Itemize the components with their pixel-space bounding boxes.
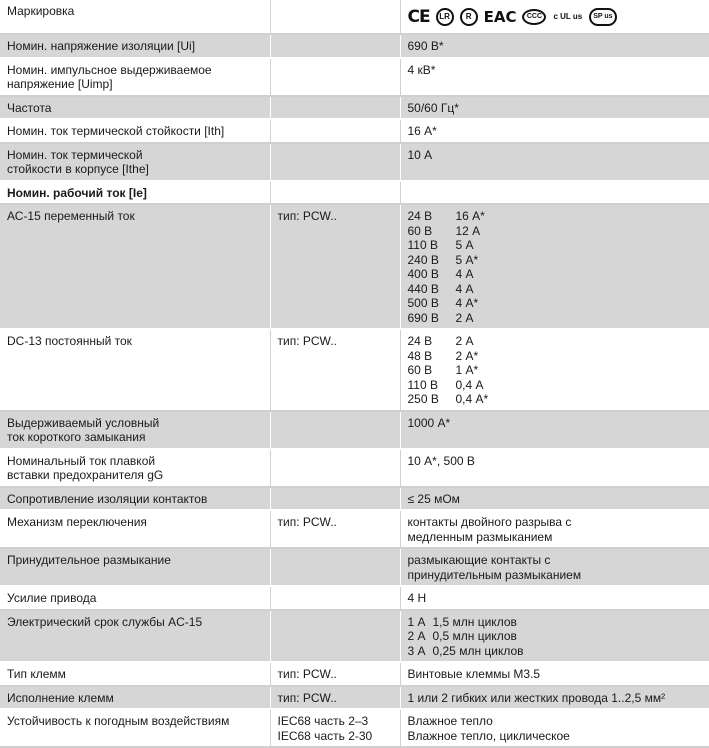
- spec-row: [0, 610, 709, 663]
- spec-row: [0, 487, 709, 511]
- spec-row: [0, 181, 709, 205]
- value-text: принудительным размыканием: [407, 567, 582, 582]
- value-text: 1 или 2 гибких или жестких провода 1..2,5 мм²: [407, 690, 666, 705]
- row-type: [270, 709, 400, 747]
- label-text: Устойчивость к погодным воздействиям: [7, 714, 230, 728]
- row-value: [400, 709, 709, 747]
- row-markings: [0, 0, 709, 34]
- spec-row: [0, 119, 709, 143]
- value-pair: [408, 296, 703, 311]
- pair-key: 440 В: [407, 281, 439, 296]
- row-type: [270, 610, 400, 663]
- row-value: [400, 143, 709, 181]
- pair-key: 110 В: [407, 238, 438, 252]
- row-value: [400, 586, 709, 610]
- row-type: [270, 411, 400, 449]
- value-pair: [408, 615, 703, 630]
- pair-key: 3 А: [407, 643, 426, 658]
- row-label: [0, 411, 270, 449]
- label-line: Номин. ток термической: [7, 147, 143, 162]
- value-text: медленным размыканием: [407, 529, 553, 544]
- pair-value: 16 А*: [455, 209, 485, 223]
- row-value: [400, 487, 709, 511]
- value-text: 50/60 Гц*: [407, 100, 459, 115]
- ccc-mark-icon: CCC: [522, 9, 546, 25]
- pair-key: 400 В: [407, 267, 439, 281]
- label-line: Выдерживаемый условный: [7, 415, 160, 430]
- pair-value: 0,25 млн циклов: [432, 643, 524, 658]
- row-value: [400, 181, 709, 205]
- label-text: АС-15 переменный ток: [7, 209, 135, 223]
- row-type: [270, 58, 400, 96]
- row-type: [270, 96, 400, 120]
- spec-row: [0, 662, 709, 686]
- spec-row: [0, 329, 709, 411]
- row-label: [0, 181, 270, 205]
- value-text: 16 А*: [407, 124, 437, 138]
- pair-value: 4 А: [455, 281, 474, 296]
- value-text: размыкающие контакты с: [407, 553, 551, 567]
- row-type: [270, 487, 400, 511]
- label-line: напряжение [Uimp]: [7, 77, 113, 91]
- row-type: [270, 662, 400, 686]
- row-type: [270, 548, 400, 586]
- row-value: [400, 58, 709, 96]
- row-label: [0, 143, 270, 181]
- type-text: тип: PCW..: [277, 209, 337, 223]
- value-pair: [408, 282, 703, 297]
- value-text: 10 А: [407, 147, 433, 162]
- row-value: [400, 510, 709, 548]
- row-label: [0, 548, 270, 586]
- row-type: [270, 510, 400, 548]
- row-label: [0, 119, 270, 143]
- label-text: DC-13 постоянный ток: [7, 334, 132, 348]
- type-text: тип: PCW..: [277, 690, 337, 705]
- label-text: Частота: [7, 100, 52, 115]
- row-value: [400, 449, 709, 487]
- row-value: [400, 610, 709, 663]
- row-value: [400, 96, 709, 120]
- value-pair: [408, 253, 703, 268]
- value-pair: [408, 267, 703, 282]
- row-value: [400, 0, 709, 34]
- value-pair: [408, 392, 703, 407]
- eac-mark-icon: EAC: [483, 7, 517, 26]
- label-text: Принудительное размыкание: [7, 553, 171, 567]
- label-text: Механизм переключения: [7, 515, 147, 529]
- row-value: [400, 329, 709, 411]
- row-value: [400, 686, 709, 710]
- spec-row: [0, 411, 709, 449]
- row-type: [270, 143, 400, 181]
- pair-value: 0,4 А*: [455, 392, 489, 406]
- spec-row: [0, 449, 709, 487]
- pair-key: 250 В: [407, 392, 439, 406]
- row-label: [0, 329, 270, 411]
- spec-row: [0, 548, 709, 586]
- row-value: [400, 662, 709, 686]
- row-label: [0, 204, 270, 329]
- value-text: Влажное тепло: [407, 714, 493, 728]
- spec-row: [0, 204, 709, 329]
- label-text: Усилие привода: [7, 591, 97, 605]
- row-value: [400, 548, 709, 586]
- row-label: [0, 34, 270, 58]
- label-text: Сопротивление изоляции контактов: [7, 491, 208, 506]
- row-type: [270, 586, 400, 610]
- spec-row: [0, 96, 709, 120]
- label-line: стойкости в корпусе [Ithe]: [7, 162, 149, 176]
- pair-key: 690 В: [407, 310, 439, 325]
- pair-value: 2 А: [455, 334, 474, 348]
- row-label: [0, 487, 270, 511]
- pair-key: 1 А: [407, 614, 426, 629]
- type-text: тип: PCW..: [277, 334, 337, 348]
- pair-key: 60 В: [407, 223, 433, 238]
- pair-value: 12 А: [455, 223, 481, 238]
- label-text: Номин. ток термической стойкости [Ith]: [7, 124, 225, 138]
- row-value: [400, 34, 709, 58]
- value-pair: [408, 209, 703, 224]
- csa-mark-icon: SP us: [589, 8, 616, 26]
- row-label: [0, 449, 270, 487]
- value-text: 690 В*: [407, 39, 444, 53]
- spec-row: [0, 709, 709, 747]
- label-line: Номин. импульсное выдерживаемое: [7, 62, 212, 77]
- spec-row: [0, 143, 709, 181]
- pair-value: 5 А: [455, 238, 474, 252]
- spec-row: [0, 58, 709, 96]
- row-label: [0, 662, 270, 686]
- value-text: 1000 А*: [407, 415, 451, 430]
- pair-value: 0,4 А: [455, 377, 484, 392]
- label-line: ток короткого замыкания: [7, 430, 146, 444]
- value-text: Винтовые клеммы M3.5: [407, 667, 541, 681]
- spec-row: [0, 686, 709, 710]
- row-label: [0, 58, 270, 96]
- pair-value: 0,5 млн циклов: [432, 629, 517, 643]
- pair-key: 500 В: [407, 296, 439, 310]
- value-pair: [408, 334, 703, 349]
- row-value: [400, 411, 709, 449]
- row-type: [270, 686, 400, 710]
- value-pair: [408, 644, 703, 659]
- label-text: Электрический срок службы AC-15: [7, 614, 203, 629]
- value-pair: [408, 311, 703, 326]
- value-text: 10 А*, 500 В: [407, 453, 475, 468]
- value-text: 4 Н: [407, 591, 427, 605]
- value-pair: [408, 238, 703, 253]
- ce-mark-icon: CE: [407, 6, 430, 27]
- pair-value: 2 А: [455, 310, 474, 325]
- row-label: [0, 686, 270, 710]
- label-line: Номинальный ток плавкой: [7, 453, 156, 468]
- type-text: IEC68 часть 2-30: [277, 728, 373, 743]
- row-value: [400, 119, 709, 143]
- pair-value: 2 А*: [455, 348, 479, 363]
- value-text: 4 кВ*: [407, 62, 436, 77]
- label-text: Номин. напряжение изоляции [Ui]: [7, 39, 196, 53]
- value-text: Влажное тепло, циклическое: [407, 728, 570, 743]
- pair-key: 2 А: [407, 629, 426, 643]
- value-pair: [408, 349, 703, 364]
- row-type: [270, 0, 400, 34]
- row-type: [270, 34, 400, 58]
- value-pair: [408, 224, 703, 239]
- spec-row: [0, 510, 709, 548]
- row-label: [0, 610, 270, 663]
- row-value: [400, 204, 709, 329]
- pair-key: 60 В: [407, 363, 433, 377]
- label-line: вставки предохранителя gG: [7, 468, 164, 482]
- value-text: ≤ 25 мОм: [407, 491, 460, 506]
- label-text: Исполнение клемм: [7, 690, 114, 705]
- pair-key: 110 В: [407, 377, 438, 392]
- pair-key: 24 В: [407, 334, 433, 348]
- row-label: [0, 510, 270, 548]
- pair-key: 240 В: [407, 252, 439, 267]
- type-text: тип: PCW..: [277, 515, 337, 529]
- label-text: Тип клемм: [7, 667, 66, 681]
- value-pair: [408, 363, 703, 378]
- pair-value: 1,5 млн циклов: [432, 614, 517, 629]
- row-type: [270, 329, 400, 411]
- label-text: Номин. рабочий ток [Ie]: [7, 185, 147, 200]
- value-pair: [408, 629, 703, 644]
- value-pair: [408, 378, 703, 393]
- row-type: [270, 204, 400, 329]
- lloyds-mark-icon: LR: [436, 8, 454, 26]
- pair-value: 4 А*: [455, 296, 479, 310]
- row-label: [0, 586, 270, 610]
- pair-key: 48 В: [407, 348, 433, 363]
- row-label: [0, 96, 270, 120]
- certification-marks: [408, 4, 703, 28]
- row-type: [270, 119, 400, 143]
- pair-key: 24 В: [407, 209, 433, 223]
- pair-value: 1 А*: [455, 363, 479, 377]
- row-type: [270, 449, 400, 487]
- type-text: тип: PCW..: [277, 667, 337, 681]
- type-text: IEC68 часть 2–3: [277, 714, 369, 728]
- spec-row: [0, 34, 709, 58]
- pair-value: 4 А: [455, 267, 474, 281]
- pair-value: 5 А*: [455, 252, 479, 267]
- ul-mark-icon: c UL us: [553, 11, 583, 21]
- row-label: Маркировка: [0, 0, 270, 34]
- value-text: контакты двойного разрыва с: [407, 515, 572, 529]
- spec-row: [0, 586, 709, 610]
- row-type: [270, 181, 400, 205]
- row-label: [0, 709, 270, 747]
- rina-mark-icon: R: [460, 8, 478, 26]
